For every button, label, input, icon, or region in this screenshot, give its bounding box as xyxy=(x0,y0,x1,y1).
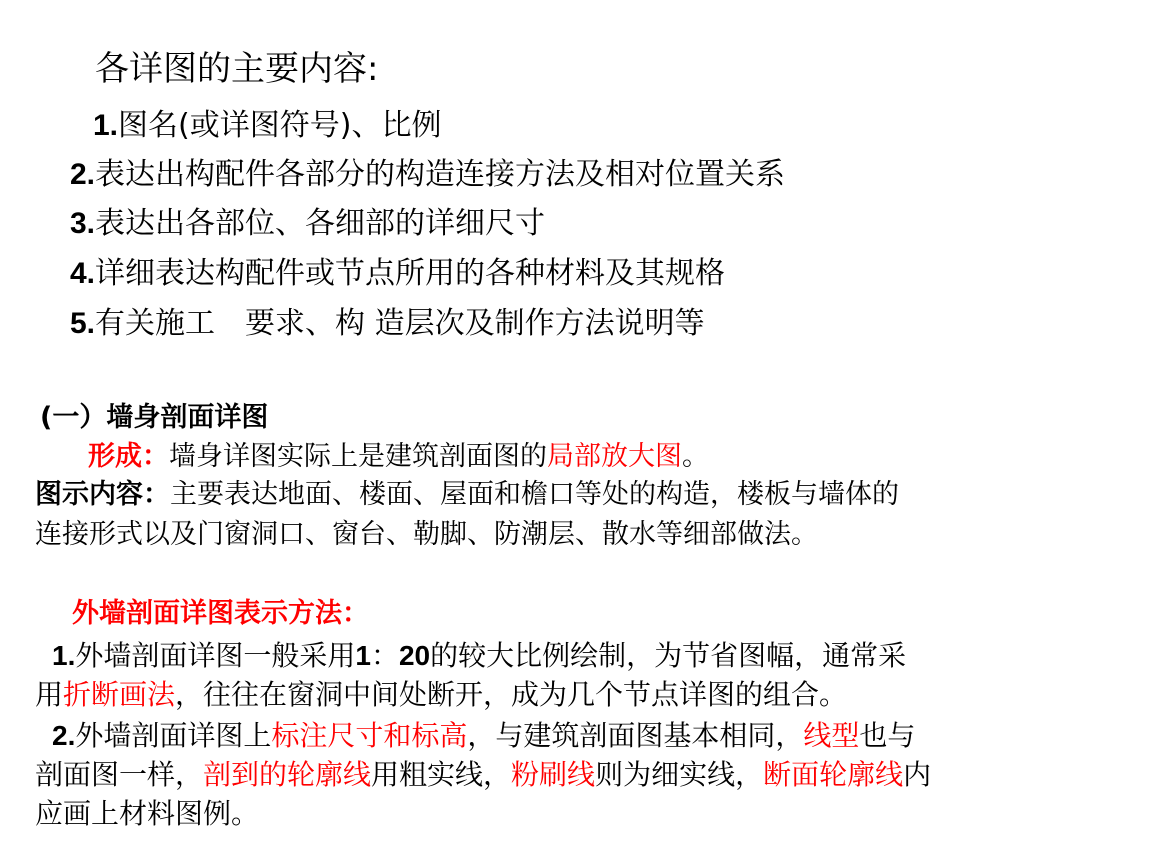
exterior-para-2-line-3: 应画上材料图例。 xyxy=(35,797,260,830)
para-text: 则为细实线， xyxy=(595,758,764,791)
highlight-text: 线型 xyxy=(803,719,860,752)
para-text: ，与建筑剖面图基本相同， xyxy=(467,719,804,752)
item-number: 1. xyxy=(52,640,76,671)
list-item-4 xyxy=(70,256,726,291)
exterior-para-1-line-2 xyxy=(35,678,848,711)
formation-end: 。 xyxy=(682,441,709,472)
para-text: 用粗实线， xyxy=(371,758,512,791)
item-number: 3. xyxy=(70,207,96,240)
content-line-2: 连接形式以及门窗洞口、窗台、勒脚、防潮层、散水等细部做法。 xyxy=(35,519,818,550)
para-text: 的较大比例绘制，为节省图幅，通常采 xyxy=(430,639,907,672)
formation-highlight: 局部放大图 xyxy=(547,441,682,472)
para-text: 内 xyxy=(903,758,932,791)
highlight-text: 标注尺寸和标高 xyxy=(271,719,468,752)
list-item-2 xyxy=(70,157,786,192)
formation-line xyxy=(88,443,709,470)
item-text: 表达出构配件各部分的构造连接方法及相对位置关系 xyxy=(95,157,786,192)
exterior-para-2-line-2 xyxy=(35,758,932,791)
item-text: 表达出各部位、各细部的详细尺寸 xyxy=(95,206,546,241)
scale-value: 20 xyxy=(398,640,431,671)
item-number: 1. xyxy=(93,109,119,142)
page-title: 各详图的主要内容: xyxy=(95,49,379,89)
item-number: 2. xyxy=(52,720,76,751)
exterior-para-1-line-1 xyxy=(52,639,907,672)
para-text: 也与 xyxy=(859,719,916,752)
para-text: 外墙剖面详图上 xyxy=(75,719,272,752)
highlight-text: 断面轮廓线 xyxy=(763,758,904,791)
list-item-5 xyxy=(70,306,705,341)
item-number: 2. xyxy=(70,158,96,191)
para-text: ，往往在窗洞中间处断开，成为几个节点详图的组合。 xyxy=(175,678,848,711)
list-item-1 xyxy=(93,108,442,143)
para-text: 外墙剖面详图一般采用 xyxy=(75,639,356,672)
exterior-para-2-line-1 xyxy=(52,719,916,752)
para-text: 剖面图一样， xyxy=(35,758,204,791)
item-text: 图名(或详图符号)、比例 xyxy=(118,108,442,143)
item-number: 4. xyxy=(70,257,96,290)
item-text: 详细表达构配件或节点所用的各种材料及其规格 xyxy=(95,256,726,291)
exterior-heading: 外墙剖面详图表示方法： xyxy=(72,598,369,629)
highlight-text: 剖到的轮廓线 xyxy=(203,758,372,791)
para-text: 用 xyxy=(35,678,64,711)
para-text: ： xyxy=(370,639,399,672)
content-label: 图示内容： xyxy=(35,479,170,510)
list-item-3 xyxy=(70,206,546,241)
scale-value: 1 xyxy=(355,640,371,671)
wall-section-heading: (一）墙身剖面详图 xyxy=(40,402,269,433)
item-number: 5. xyxy=(70,307,96,340)
highlight-text: 折断画法 xyxy=(63,678,176,711)
item-text: 有关施工 要求、构 造层次及制作方法说明等 xyxy=(95,306,705,341)
formation-text: 墙身详图实际上是建筑剖面图的 xyxy=(169,441,547,472)
formation-label: 形成： xyxy=(88,441,169,472)
content-text: 主要表达地面、楼面、屋面和檐口等处的构造，楼板与墙体的 xyxy=(170,479,899,510)
highlight-text: 粉刷线 xyxy=(511,758,596,791)
content-line-1 xyxy=(35,481,899,508)
